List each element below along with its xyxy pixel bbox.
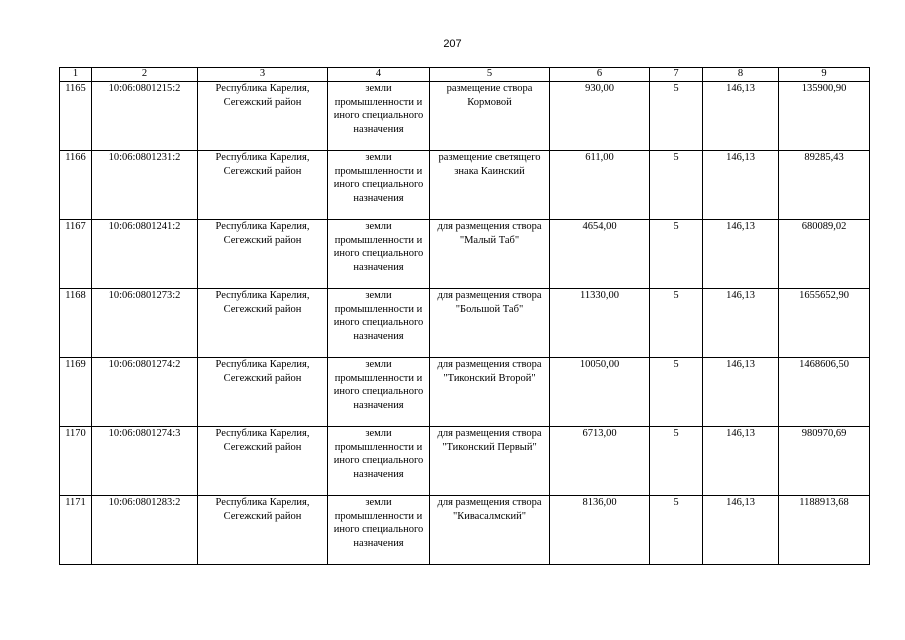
table-row	[60, 151, 870, 220]
land-category: земли промышленности и иного специального назначения	[328, 220, 430, 289]
table-row	[60, 496, 870, 565]
row-number: 1168	[60, 289, 92, 358]
location: Республика Карелия, Сегежский район	[198, 496, 328, 565]
area: 8136,00	[550, 496, 650, 565]
table-row	[60, 220, 870, 289]
column-7-value: 5	[650, 358, 703, 427]
column-9-value: 89285,43	[779, 151, 870, 220]
table-row	[60, 358, 870, 427]
land-plots-table	[59, 67, 870, 565]
area: 11330,00	[550, 289, 650, 358]
column-7-value: 5	[650, 151, 703, 220]
cadastral-number: 10:06:0801241:2	[92, 220, 198, 289]
column-8-value: 146,13	[703, 220, 779, 289]
row-number: 1165	[60, 82, 92, 151]
column-9-value: 1655652,90	[779, 289, 870, 358]
area: 611,00	[550, 151, 650, 220]
column-7-value: 5	[650, 220, 703, 289]
col-header-4: 4	[328, 68, 430, 82]
land-category: земли промышленности и иного специального назначения	[328, 82, 430, 151]
location: Республика Карелия, Сегежский район	[198, 82, 328, 151]
permitted-use: для размещения створа "Тиконский Первый"	[430, 427, 550, 496]
land-category: земли промышленности и иного специального назначения	[328, 289, 430, 358]
col-header-5: 5	[430, 68, 550, 82]
col-header-1: 1	[60, 68, 92, 82]
row-number: 1169	[60, 358, 92, 427]
column-8-value: 146,13	[703, 151, 779, 220]
column-8-value: 146,13	[703, 289, 779, 358]
page-number: 207	[443, 38, 462, 50]
column-8-value: 146,13	[703, 82, 779, 151]
row-number: 1167	[60, 220, 92, 289]
column-9-value: 135900,90	[779, 82, 870, 151]
column-9-value: 980970,69	[779, 427, 870, 496]
permitted-use: размещение створа Кормовой	[430, 82, 550, 151]
column-7-value: 5	[650, 289, 703, 358]
column-8-value: 146,13	[703, 496, 779, 565]
area: 6713,00	[550, 427, 650, 496]
location: Республика Карелия, Сегежский район	[198, 289, 328, 358]
location: Республика Карелия, Сегежский район	[198, 151, 328, 220]
column-8-value: 146,13	[703, 427, 779, 496]
header-row	[60, 68, 870, 82]
area: 930,00	[550, 82, 650, 151]
cadastral-number: 10:06:0801283:2	[92, 496, 198, 565]
table-row	[60, 427, 870, 496]
location: Республика Карелия, Сегежский район	[198, 220, 328, 289]
column-9-value: 1468606,50	[779, 358, 870, 427]
location: Республика Карелия, Сегежский район	[198, 358, 328, 427]
row-number: 1166	[60, 151, 92, 220]
column-7-value: 5	[650, 427, 703, 496]
land-category: земли промышленности и иного специального назначения	[328, 151, 430, 220]
land-category: земли промышленности и иного специального назначения	[328, 496, 430, 565]
land-category: земли промышленности и иного специального назначения	[328, 358, 430, 427]
col-header-6: 6	[550, 68, 650, 82]
column-8-value: 146,13	[703, 358, 779, 427]
column-7-value: 5	[650, 496, 703, 565]
area: 10050,00	[550, 358, 650, 427]
permitted-use: для размещения створа "Малый Таб"	[430, 220, 550, 289]
land-category: земли промышленности и иного специального назначения	[328, 427, 430, 496]
cadastral-number: 10:06:0801215:2	[92, 82, 198, 151]
row-number: 1170	[60, 427, 92, 496]
location: Республика Карелия, Сегежский район	[198, 427, 328, 496]
column-9-value: 1188913,68	[779, 496, 870, 565]
col-header-9: 9	[779, 68, 870, 82]
table-row	[60, 82, 870, 151]
permitted-use: для размещения створа "Большой Таб"	[430, 289, 550, 358]
row-number: 1171	[60, 496, 92, 565]
area: 4654,00	[550, 220, 650, 289]
cadastral-number: 10:06:0801274:3	[92, 427, 198, 496]
col-header-2: 2	[92, 68, 198, 82]
col-header-3: 3	[198, 68, 328, 82]
permitted-use: для размещения створа "Кивасалмский"	[430, 496, 550, 565]
cadastral-number: 10:06:0801274:2	[92, 358, 198, 427]
cadastral-number: 10:06:0801273:2	[92, 289, 198, 358]
permitted-use: размещение светящего знака Каинский	[430, 151, 550, 220]
col-header-7: 7	[650, 68, 703, 82]
column-7-value: 5	[650, 82, 703, 151]
column-9-value: 680089,02	[779, 220, 870, 289]
col-header-8: 8	[703, 68, 779, 82]
permitted-use: для размещения створа "Тиконский Второй"	[430, 358, 550, 427]
cadastral-number: 10:06:0801231:2	[92, 151, 198, 220]
table-row	[60, 289, 870, 358]
